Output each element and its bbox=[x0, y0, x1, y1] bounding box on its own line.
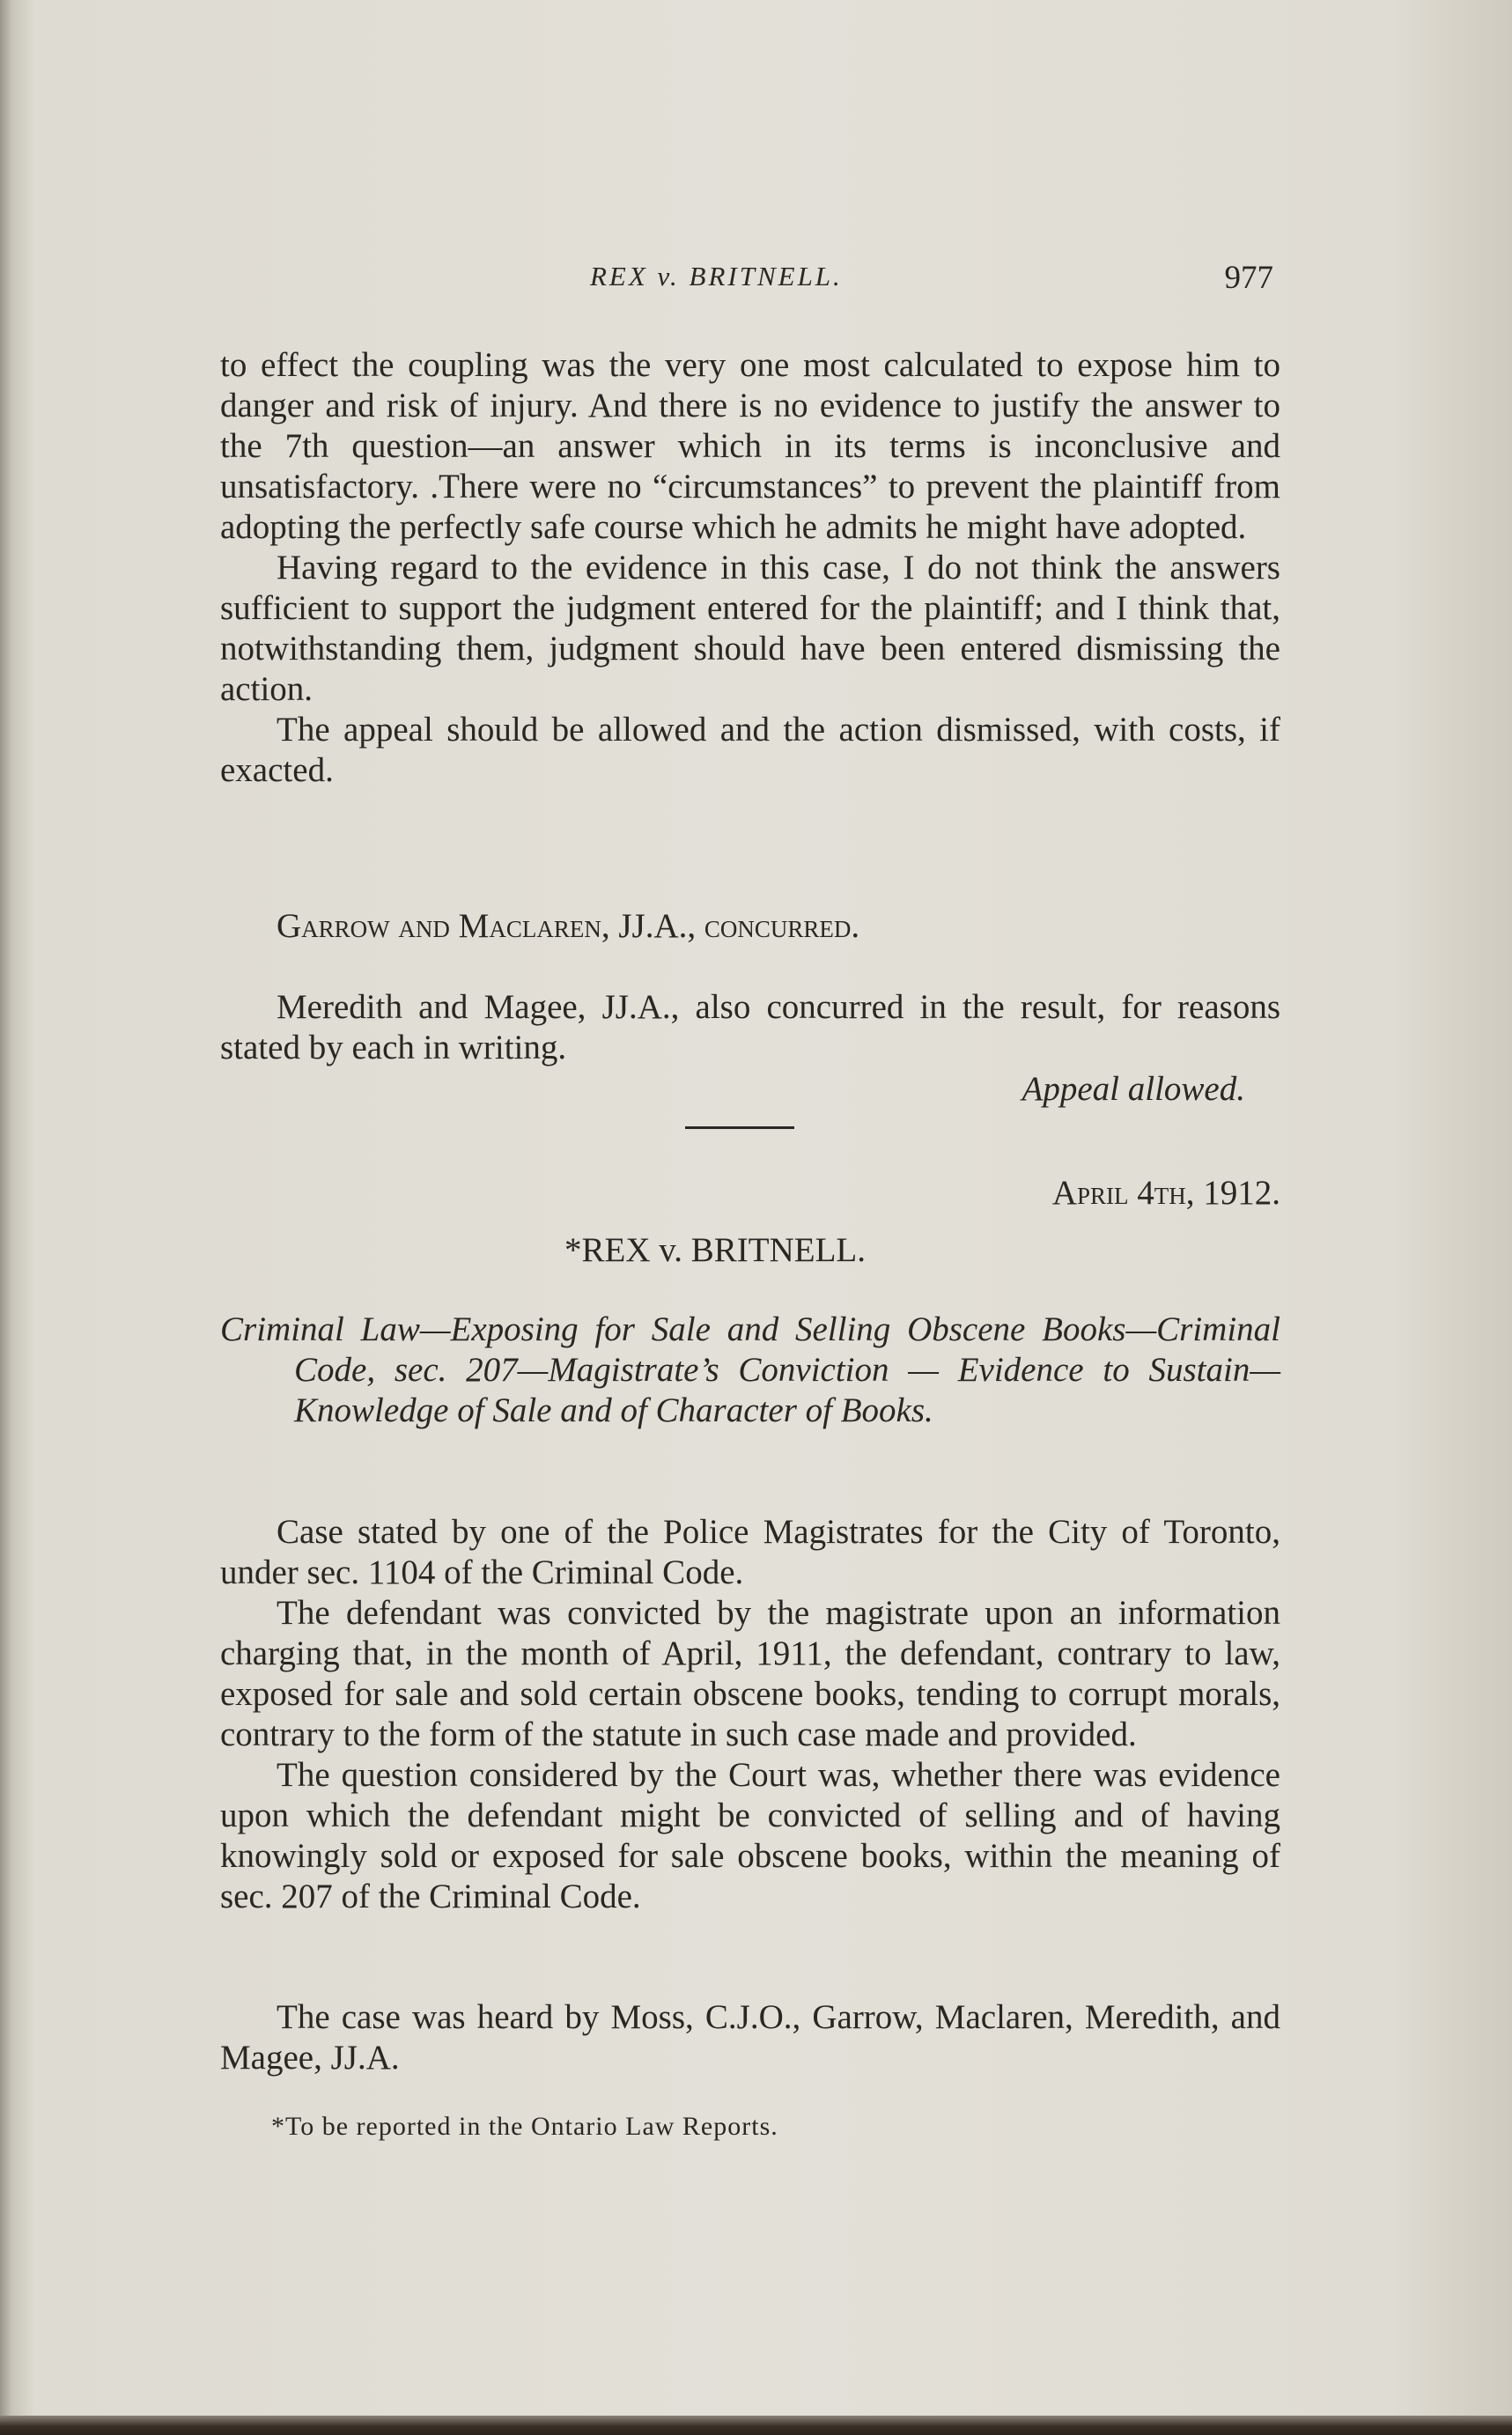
case-title-line bbox=[220, 1230, 1280, 1271]
concurrence-1 bbox=[220, 906, 1280, 947]
running-head bbox=[220, 261, 1280, 305]
running-title: REX v. BRITNELL. bbox=[590, 261, 843, 291]
case-body bbox=[220, 1512, 1280, 1917]
opinion-text bbox=[220, 345, 1280, 791]
page-bottom-edge bbox=[0, 2416, 1512, 2435]
hearing-line bbox=[220, 1997, 1280, 2078]
headnote: Criminal Law—Exposing for Sale and Selling Obscene Books—Criminal Code, sec. 207—Magistrate’s Conviction — Evidence to Sustain—Knowledge of Sale and of Character of Books. bbox=[220, 1310, 1280, 1429]
case-date-line bbox=[220, 1173, 1280, 1214]
result-line bbox=[220, 1069, 1280, 1110]
case-paragraph-3: The question considered by the Court was, whether there was evidence upon which the defendant might be convicted of selling and of having knowingly sold or exposed for sale obscene books, within the meaning of sec. 207 of the Criminal Code. bbox=[220, 1756, 1280, 1915]
appeal-result: Appeal allowed. bbox=[1022, 1070, 1245, 1108]
case-paragraph-4: The case was heard by Moss, C.J.O., Garrow, Maclaren, Meredith, and Magee, JJ.A. bbox=[220, 1998, 1280, 2077]
case-paragraph-2: The defendant was convicted by the magistrate upon an information charging that, in the month of April, 1911, the defendant, contrary to law, exposed for sale and sold certain obscene books, tending to corrupt morals, contrary to the form of the statute in such case made and provided. bbox=[220, 1594, 1280, 1753]
opinion-paragraph-3: The appeal should be allowed and the action dismissed, with costs, if exacted. bbox=[220, 711, 1280, 789]
opinion-paragraph-1: to effect the coupling was the very one most calculated to expose him to danger and risk of injury. And there is no evidence to justify the answer to the 7th question—an answer which in its terms is inconclusive and unsatisfactory. .There were no “circumstances” to prevent the plaintiff from adopting the perfectly safe course which he admits he might have adopted. bbox=[220, 346, 1280, 546]
concurrence-2 bbox=[220, 987, 1280, 1068]
opinion-paragraph-2: Having regard to the evidence in this case, I do not think the answers sufficient to support the judgment entered for the plaintiff; and I think that, notwithstanding them, judgment should have been entered dismissing the action. bbox=[220, 549, 1280, 708]
concurrence-garrow-maclaren: Garrow and Maclaren, JJ.A., concurred. bbox=[277, 907, 860, 945]
page-number: 977 bbox=[1224, 260, 1273, 296]
footnote: *To be reported in the Ontario Law Reports. bbox=[271, 2112, 778, 2141]
concurrence-meredith-magee: Meredith and Magee, JJ.A., also concurred in the result, for reasons stated by each in writing. bbox=[220, 988, 1280, 1066]
case-title: *REX v. BRITNELL. bbox=[564, 1231, 866, 1269]
case-date: April 4th, 1912. bbox=[1051, 1174, 1280, 1212]
section-divider bbox=[685, 1126, 794, 1129]
case-paragraph-1: Case stated by one of the Police Magistrates for the City of Toronto, under sec. 1104 of the Criminal Code. bbox=[220, 1513, 1280, 1591]
